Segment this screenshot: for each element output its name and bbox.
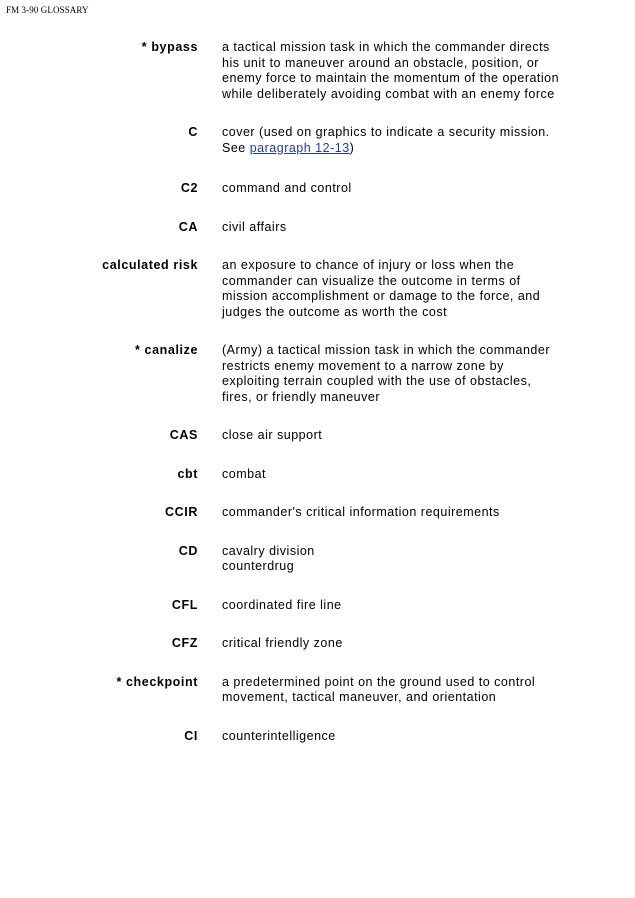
definition-text: critical friendly zone (222, 636, 343, 650)
definition-text: (Army) a tactical mission task in which the commander restricts enemy movement to a narrow zone by exploiting terrain coupled with the use of obstacles, fires, or friendly maneuver (222, 343, 550, 404)
glossary-definition (222, 181, 562, 197)
definition-text: counterintelligence (222, 728, 336, 743)
definition-text: counterdrug (222, 559, 295, 573)
glossary-entry (0, 220, 635, 236)
definition-suffix: ) (349, 140, 355, 155)
definition-text: combat (222, 466, 266, 481)
glossary-term: CFZ (171, 636, 198, 650)
glossary-term: CI (184, 728, 198, 743)
glossary-definition (222, 544, 562, 575)
glossary-definition (222, 505, 562, 521)
glossary-entry (0, 675, 635, 706)
definition-prefix: cover (used on graphics to indicate a security mission. See (222, 125, 550, 155)
definition-text: command and control (222, 181, 352, 195)
glossary-entry (0, 505, 635, 521)
definition-text (222, 125, 562, 156)
glossary-term: * bypass (141, 40, 198, 54)
glossary-term: C (188, 125, 198, 139)
glossary-definition (222, 675, 562, 706)
glossary-term: CAS (169, 428, 198, 442)
glossary-term: CD (178, 543, 198, 558)
definition-text: a predetermined point on the ground used to control movement, tactical maneuver, and orientation (222, 674, 536, 704)
glossary-term: * checkpoint (116, 674, 198, 689)
running-head: FM 3-90 GLOSSARY (6, 5, 89, 15)
glossary-term: CCIR (165, 505, 198, 519)
glossary-term: cbt (177, 466, 198, 481)
glossary-definition (222, 125, 562, 156)
glossary-definition (222, 428, 562, 444)
definition-text: close air support (222, 428, 323, 442)
definition-text: civil affairs (222, 219, 287, 234)
glossary-entry (0, 343, 635, 405)
glossary-entry (0, 125, 635, 156)
glossary-entry (0, 636, 635, 652)
glossary-term: C2 (180, 181, 198, 195)
definition-text: a tactical mission task in which the commander directs his unit to maneuver around an obstacle, position, or enemy force to maintain the momentum of the operation while deliberately avoiding combat with an enemy force (222, 40, 560, 101)
paragraph-link[interactable]: paragraph 12-13 (249, 140, 350, 155)
glossary-entry (0, 40, 635, 102)
definition-text: cavalry division (222, 543, 315, 558)
definition-text: coordinated fire line (222, 597, 342, 612)
glossary-term: CA (178, 219, 198, 234)
glossary-definition (222, 598, 562, 614)
glossary-definition (222, 636, 562, 652)
glossary-entries (0, 40, 635, 744)
glossary-entry (0, 181, 635, 197)
glossary-definition (222, 40, 562, 102)
glossary-entry (0, 258, 635, 320)
glossary-term: CFL (171, 597, 198, 612)
glossary-entry (0, 467, 635, 483)
glossary-definition (222, 467, 562, 483)
glossary-entry (0, 729, 635, 745)
glossary-entry (0, 598, 635, 614)
glossary-definition (222, 220, 562, 236)
glossary-term: * canalize (135, 343, 198, 357)
glossary-definition (222, 343, 562, 405)
definition-text: an exposure to chance of injury or loss when the commander can visualize the outcome in terms of mission accomplishment or damage to the force, and judges the outcome as worth the cost (222, 258, 541, 319)
glossary-definition (222, 258, 562, 320)
glossary-entry (0, 544, 635, 575)
definition-text: commander's critical information requirements (222, 505, 500, 519)
glossary-definition (222, 729, 562, 745)
glossary-term: calculated risk (102, 258, 198, 272)
glossary-entry (0, 428, 635, 444)
